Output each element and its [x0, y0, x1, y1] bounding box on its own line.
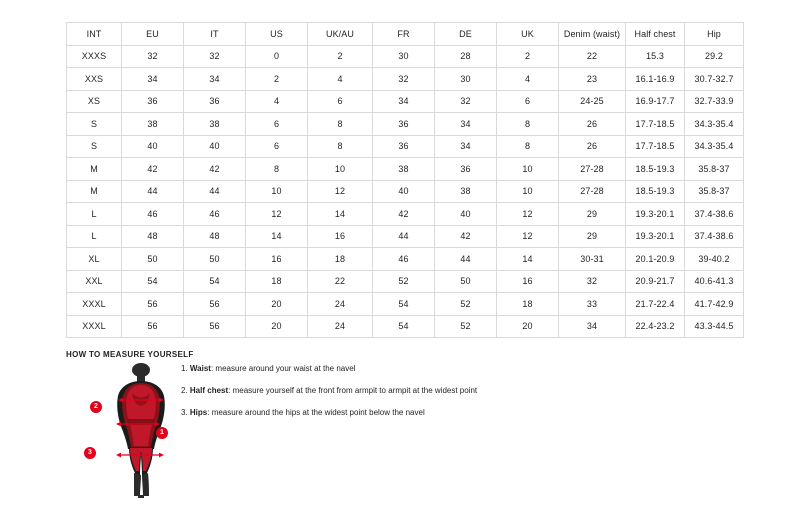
cell-us: 14: [246, 225, 308, 248]
cell-uk: 8: [497, 135, 559, 158]
cell-denim-waist: 29: [559, 203, 626, 226]
cell-denim-waist: 22: [559, 45, 626, 68]
cell-half-chest: 19.3-20.1: [626, 203, 685, 226]
cell-it: 44: [184, 180, 246, 203]
cell-fr: 36: [373, 113, 435, 136]
cell-us: 20: [246, 293, 308, 316]
cell-it: 38: [184, 113, 246, 136]
cell-fr: 30: [373, 45, 435, 68]
cell-ukau: 24: [308, 293, 373, 316]
cell-de: 52: [435, 315, 497, 338]
cell-int: XXS: [67, 68, 122, 91]
table-header: [67, 23, 744, 46]
size-table-container: [66, 22, 732, 338]
cell-ukau: 8: [308, 113, 373, 136]
cell-int: L: [67, 203, 122, 226]
cell-eu: 46: [122, 203, 184, 226]
cell-eu: 42: [122, 158, 184, 181]
table-row: [67, 248, 744, 271]
cell-fr: 44: [373, 225, 435, 248]
list-item: [181, 385, 601, 396]
measure-item-number: 2.: [181, 386, 188, 395]
cell-half-chest: 18.5-19.3: [626, 180, 685, 203]
cell-de: 40: [435, 203, 497, 226]
cell-it: 34: [184, 68, 246, 91]
cell-denim-waist: 27-28: [559, 158, 626, 181]
cell-it: 56: [184, 293, 246, 316]
cell-fr: 54: [373, 293, 435, 316]
column-header-it: IT: [184, 23, 246, 46]
cell-us: 18: [246, 270, 308, 293]
cell-eu: 34: [122, 68, 184, 91]
cell-denim-waist: 27-28: [559, 180, 626, 203]
cell-hip: 43.3-44.5: [685, 315, 744, 338]
cell-denim-waist: 23: [559, 68, 626, 91]
size-conversion-table: [66, 22, 744, 338]
cell-int: XXXL: [67, 293, 122, 316]
cell-de: 52: [435, 293, 497, 316]
column-header-eu: EU: [122, 23, 184, 46]
cell-hip: 35.8-37: [685, 180, 744, 203]
measure-item-text: : measure around your waist at the navel: [210, 364, 356, 373]
column-header-us: US: [246, 23, 308, 46]
cell-us: 6: [246, 135, 308, 158]
cell-eu: 50: [122, 248, 184, 271]
cell-denim-waist: 34: [559, 315, 626, 338]
cell-uk: 12: [497, 225, 559, 248]
cell-eu: 48: [122, 225, 184, 248]
cell-de: 38: [435, 180, 497, 203]
cell-half-chest: 22.4-23.2: [626, 315, 685, 338]
table-row: [67, 180, 744, 203]
cell-uk: 18: [497, 293, 559, 316]
cell-fr: 46: [373, 248, 435, 271]
cell-int: M: [67, 158, 122, 181]
cell-it: 54: [184, 270, 246, 293]
cell-uk: 4: [497, 68, 559, 91]
cell-fr: 40: [373, 180, 435, 203]
table-row: [67, 293, 744, 316]
cell-half-chest: 19.3-20.1: [626, 225, 685, 248]
cell-hip: 34.3-35.4: [685, 135, 744, 158]
cell-fr: 52: [373, 270, 435, 293]
cell-hip: 29.2: [685, 45, 744, 68]
column-header-denim-waist: Denim (waist): [559, 23, 626, 46]
cell-eu: 56: [122, 293, 184, 316]
cell-half-chest: 21.7-22.4: [626, 293, 685, 316]
cell-ukau: 2: [308, 45, 373, 68]
cell-int: M: [67, 180, 122, 203]
cell-it: 40: [184, 135, 246, 158]
cell-uk: 10: [497, 180, 559, 203]
cell-half-chest: 15.3: [626, 45, 685, 68]
cell-int: XS: [67, 90, 122, 113]
cell-de: 50: [435, 270, 497, 293]
table-row: [67, 270, 744, 293]
cell-uk: 2: [497, 45, 559, 68]
table-row: [67, 90, 744, 113]
cell-int: XL: [67, 248, 122, 271]
cell-ukau: 8: [308, 135, 373, 158]
cell-fr: 34: [373, 90, 435, 113]
cell-eu: 54: [122, 270, 184, 293]
cell-de: 34: [435, 113, 497, 136]
cell-denim-waist: 33: [559, 293, 626, 316]
cell-half-chest: 17.7-18.5: [626, 135, 685, 158]
cell-half-chest: 17.7-18.5: [626, 113, 685, 136]
cell-hip: 32.7-33.9: [685, 90, 744, 113]
cell-it: 46: [184, 203, 246, 226]
cell-us: 12: [246, 203, 308, 226]
cell-us: 0: [246, 45, 308, 68]
table-body: [67, 45, 744, 338]
cell-half-chest: 20.1-20.9: [626, 248, 685, 271]
cell-uk: 14: [497, 248, 559, 271]
cell-it: 32: [184, 45, 246, 68]
cell-hip: 37.4-38.6: [685, 225, 744, 248]
cell-uk: 8: [497, 113, 559, 136]
table-row: [67, 45, 744, 68]
cell-int: XXL: [67, 270, 122, 293]
cell-hip: 41.7-42.9: [685, 293, 744, 316]
mannequin-illustration: [96, 363, 186, 498]
cell-us: 10: [246, 180, 308, 203]
cell-de: 42: [435, 225, 497, 248]
column-header-uk: UK: [497, 23, 559, 46]
cell-hip: 40.6-41.3: [685, 270, 744, 293]
measure-item-number: 3.: [181, 408, 188, 417]
column-header-ukau: UK/AU: [308, 23, 373, 46]
figure-badge-3: 3: [84, 447, 96, 459]
cell-uk: 16: [497, 270, 559, 293]
table-row: [67, 113, 744, 136]
column-header-hip: Hip: [685, 23, 744, 46]
cell-uk: 10: [497, 158, 559, 181]
table-row: [67, 135, 744, 158]
cell-denim-waist: 30-31: [559, 248, 626, 271]
cell-de: 32: [435, 90, 497, 113]
cell-ukau: 10: [308, 158, 373, 181]
cell-ukau: 12: [308, 180, 373, 203]
cell-ukau: 18: [308, 248, 373, 271]
cell-int: L: [67, 225, 122, 248]
cell-half-chest: 20.9-21.7: [626, 270, 685, 293]
cell-denim-waist: 24-25: [559, 90, 626, 113]
cell-int: S: [67, 113, 122, 136]
cell-ukau: 14: [308, 203, 373, 226]
measure-item-term: Half chest: [189, 386, 229, 395]
table-row: [67, 158, 744, 181]
cell-ukau: 4: [308, 68, 373, 91]
figure-badge-2: 2: [90, 401, 102, 413]
cell-hip: 30.7-32.7: [685, 68, 744, 91]
cell-it: 56: [184, 315, 246, 338]
cell-hip: 34.3-35.4: [685, 113, 744, 136]
list-item: [181, 407, 601, 418]
column-header-de: DE: [435, 23, 497, 46]
cell-eu: 38: [122, 113, 184, 136]
measure-item-text: : measure yourself at the front from armpit to armpit at the widest point: [228, 386, 478, 395]
cell-ukau: 22: [308, 270, 373, 293]
list-item: [181, 363, 601, 374]
cell-it: 50: [184, 248, 246, 271]
cell-hip: 35.8-37: [685, 158, 744, 181]
cell-de: 36: [435, 158, 497, 181]
cell-us: 16: [246, 248, 308, 271]
cell-denim-waist: 26: [559, 135, 626, 158]
cell-int: XXXL: [67, 315, 122, 338]
cell-eu: 36: [122, 90, 184, 113]
table-header-row: [67, 23, 744, 46]
measure-instructions: [181, 363, 601, 429]
cell-de: 44: [435, 248, 497, 271]
cell-int: S: [67, 135, 122, 158]
measurement-figure: [88, 363, 186, 498]
cell-us: 8: [246, 158, 308, 181]
table-row: [67, 315, 744, 338]
cell-uk: 12: [497, 203, 559, 226]
cell-denim-waist: 32: [559, 270, 626, 293]
cell-fr: 42: [373, 203, 435, 226]
cell-int: XXXS: [67, 45, 122, 68]
cell-fr: 32: [373, 68, 435, 91]
figure-badge-1: 1: [156, 427, 168, 439]
cell-ukau: 16: [308, 225, 373, 248]
cell-uk: 6: [497, 90, 559, 113]
cell-ukau: 6: [308, 90, 373, 113]
cell-de: 30: [435, 68, 497, 91]
column-header-half-chest: Half chest: [626, 23, 685, 46]
cell-fr: 36: [373, 135, 435, 158]
cell-eu: 32: [122, 45, 184, 68]
cell-eu: 40: [122, 135, 184, 158]
measure-item-term: Hips: [189, 408, 208, 417]
column-header-int: INT: [67, 23, 122, 46]
cell-hip: 39-40.2: [685, 248, 744, 271]
cell-de: 34: [435, 135, 497, 158]
measure-item-text: : measure around the hips at the widest point below the navel: [207, 408, 425, 417]
cell-half-chest: 16.1-16.9: [626, 68, 685, 91]
cell-it: 48: [184, 225, 246, 248]
cell-us: 20: [246, 315, 308, 338]
cell-ukau: 24: [308, 315, 373, 338]
cell-us: 4: [246, 90, 308, 113]
cell-denim-waist: 26: [559, 113, 626, 136]
measure-item-term: Waist: [189, 364, 211, 373]
cell-eu: 44: [122, 180, 184, 203]
cell-denim-waist: 29: [559, 225, 626, 248]
cell-it: 42: [184, 158, 246, 181]
cell-hip: 37.4-38.6: [685, 203, 744, 226]
cell-half-chest: 16.9-17.7: [626, 90, 685, 113]
cell-fr: 38: [373, 158, 435, 181]
cell-half-chest: 18.5-19.3: [626, 158, 685, 181]
cell-de: 28: [435, 45, 497, 68]
cell-us: 2: [246, 68, 308, 91]
column-header-fr: FR: [373, 23, 435, 46]
cell-eu: 56: [122, 315, 184, 338]
table-row: [67, 203, 744, 226]
table-row: [67, 68, 744, 91]
table-row: [67, 225, 744, 248]
how-to-measure-heading: HOW TO MEASURE YOURSELF: [66, 350, 194, 359]
cell-fr: 54: [373, 315, 435, 338]
cell-uk: 20: [497, 315, 559, 338]
measure-item-number: 1.: [181, 364, 188, 373]
cell-us: 6: [246, 113, 308, 136]
cell-it: 36: [184, 90, 246, 113]
